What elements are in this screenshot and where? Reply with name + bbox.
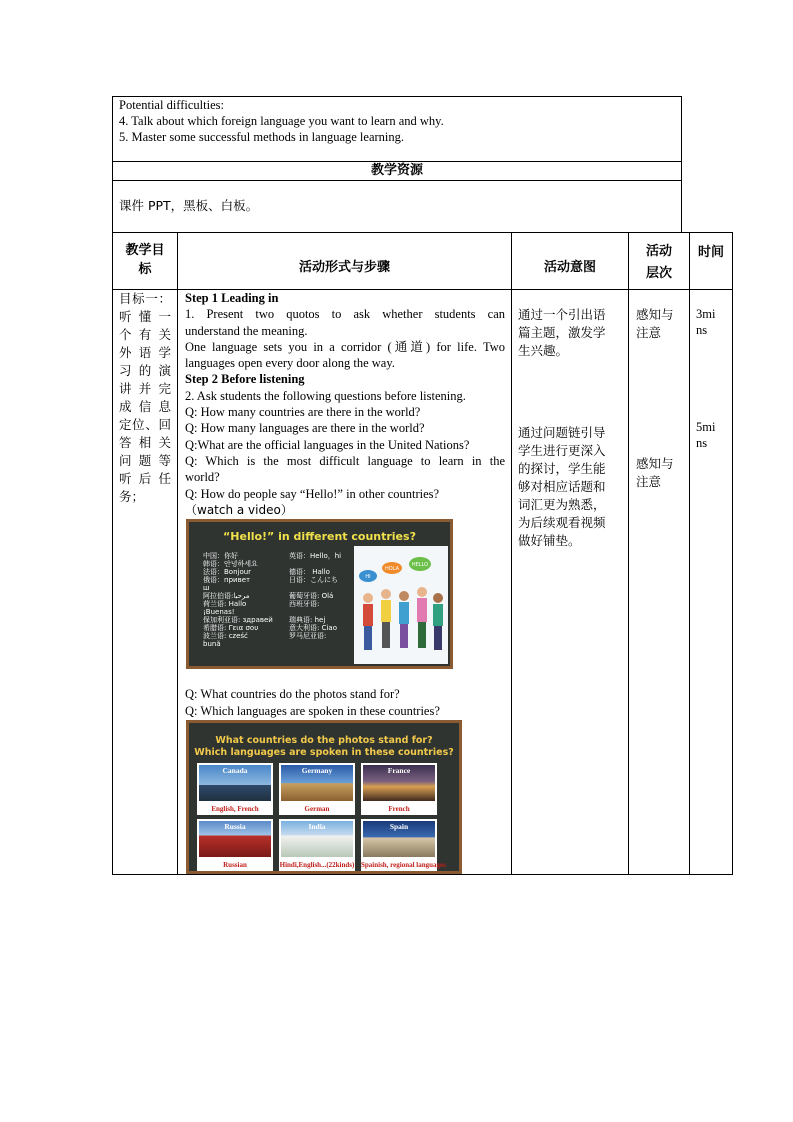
country-tile-france: France French bbox=[361, 763, 437, 815]
step2-title: Step 2 Before listening bbox=[185, 372, 305, 387]
difficulties-title: Potential difficulties: bbox=[119, 98, 224, 112]
resources-content: 课件 PPT，黑板、白板。 bbox=[119, 198, 259, 213]
col-level-header: 活动 层次 bbox=[645, 244, 672, 281]
level-text-2: 感知与 注意 bbox=[636, 456, 674, 489]
time-text-2: 5mi ns bbox=[696, 420, 716, 450]
steps-text: Step 1 Leading in 1. Present two quotos to ask whether students can understand the meaning. One language sets you in a corridor (通道) for life. Two languages open every door along the way. Step 2 Before listening 2. Ask students the following questions before listening. Q: How many countries are there in the world? Q: How many languages are there in the world? Q:What are the official languages in the United Nations? Q: Which is the most difficult language to learn in the world? Q: How do people say “Hello!” in other countries? （watch a video） bbox=[185, 291, 505, 517]
col-time-header: 时间 bbox=[697, 245, 724, 260]
country-tile-russia: Russia Russian bbox=[197, 819, 273, 871]
time-text-1: 3mi ns bbox=[696, 307, 716, 337]
people-illustration bbox=[354, 546, 448, 664]
col-steps-header: 活动形式与步骤 bbox=[298, 260, 390, 275]
hello-slide-image: “Hello!” in different countries? 中国：你好 韩语：안녕하세요 法语：Bonjour 俄语：привет ш 阿拉伯语:مرحبا 荷兰语: Hallo ¡Buenas! 保加利亚语: здравей 希腊语: Γεια σου 波兰语: cześć bună 英语：Hello，hi 德语： Hallo 日语：こんにち 葡萄牙语: Olá 西班牙语: 瑞典语: hej 意大利语: Ciao 罗马尼亚语: HI HOLA HELLO bbox=[186, 519, 453, 669]
difficulty-item-5: 5. Master some successful methods in language learning. bbox=[119, 130, 404, 144]
col-objective-header: 教学目 标 bbox=[125, 243, 165, 277]
difficulty-item-4: 4. Talk about which foreign language you want to learn and why. bbox=[119, 114, 444, 128]
intent-text-2: 通过问题链引导 学生进行更深入 的探讨，学生能 够对相应话题和 词汇更为熟悉， 为后续观看视频 做好铺垫。 bbox=[518, 425, 606, 548]
question-photos: Q: What countries do the photos stand for? bbox=[185, 687, 400, 701]
question-languages: Q: Which languages are spoken in these countries? bbox=[185, 704, 440, 718]
step1-title: Step 1 Leading in bbox=[185, 291, 279, 305]
svg-text:HOLA: HOLA bbox=[384, 566, 400, 572]
col-intent-header: 活动意图 bbox=[543, 260, 596, 275]
country-tile-canada: Canada English, French bbox=[197, 763, 273, 815]
country-tile-germany: Germany German bbox=[279, 763, 355, 815]
countries-slide-image: What countries do the photos stand for? Which languages are spoken in these countries? Canada English, French Germany German France French Russia Russian India Hindi,English...(22kinds) Spain Spainish, regional languages bbox=[186, 720, 462, 874]
objective-text: 目标一： 听懂一 个有关 外语学 习的演 讲并完 成信息 定位、回 答相关 问题等 听后任 务； bbox=[119, 291, 171, 504]
svg-text:HELLO: HELLO bbox=[411, 562, 429, 568]
country-tile-spain: Spain Spainish, regional languages bbox=[361, 819, 437, 871]
country-tile-india: India Hindi,English...(22kinds) bbox=[279, 819, 355, 871]
resources-header: 教学资源 bbox=[370, 163, 423, 178]
svg-text:HI: HI bbox=[365, 574, 371, 580]
intent-text-1: 通过一个引出语 篇主题，激发学 生兴趣。 bbox=[518, 307, 606, 358]
level-text-1: 感知与 注意 bbox=[636, 307, 674, 340]
